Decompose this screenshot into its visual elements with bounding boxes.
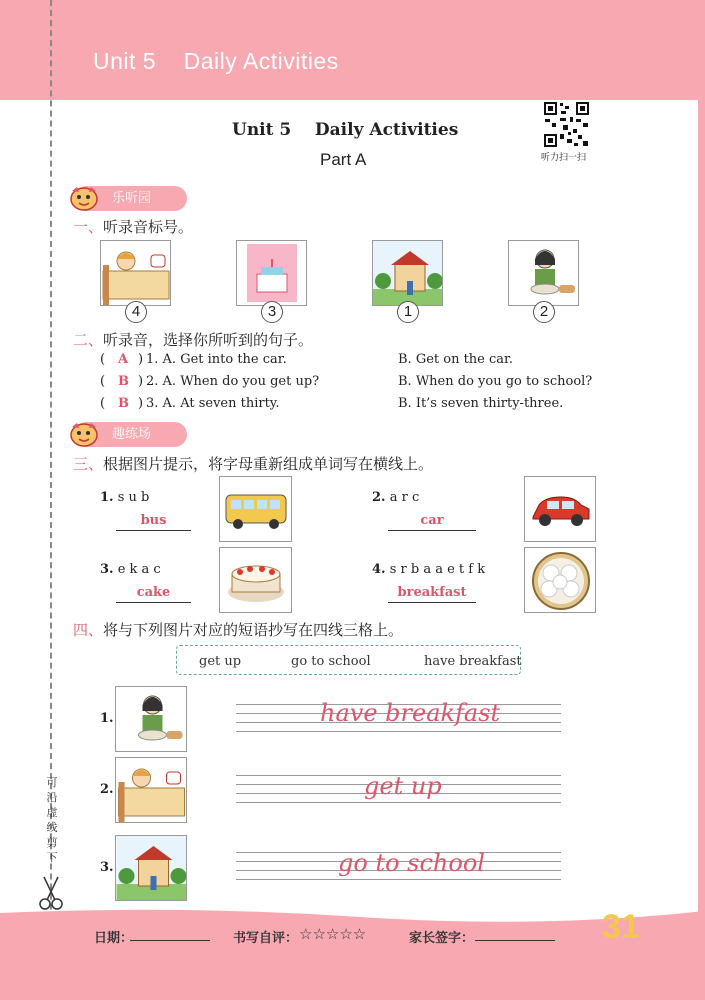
cake-icon <box>220 548 292 613</box>
qr-label: 听力扫一扫 <box>541 153 587 163</box>
choice-paren: ) <box>138 396 144 411</box>
copy-answer: go to school <box>338 849 485 877</box>
picture-2-answer: 3 <box>261 301 283 323</box>
phrase-option: go to school <box>291 654 371 669</box>
section-1-heading <box>73 216 193 237</box>
date-field[interactable] <box>130 926 210 941</box>
picture-steamed-buns <box>524 547 596 613</box>
picture-bus <box>219 476 292 542</box>
choice-paren: ) <box>138 352 144 367</box>
girl-having-breakfast-icon <box>116 687 187 752</box>
word-answer-blank[interactable]: bus <box>116 512 191 531</box>
choice-row: ( <box>100 396 106 411</box>
copy-answer: get up <box>364 772 442 800</box>
picture-car <box>524 476 596 542</box>
rating-stars[interactable]: ☆☆☆☆☆ <box>299 925 367 943</box>
boy-waking-up-in-bed-icon <box>116 758 187 823</box>
choice-answer: B <box>118 374 129 389</box>
section-3-number: 三、 <box>73 455 104 473</box>
birthday-cake-card-icon <box>237 241 307 306</box>
girl-having-breakfast-icon <box>509 241 579 306</box>
cartoon-mascot-icon <box>68 183 102 213</box>
copy-row-number: 1. <box>100 711 114 726</box>
qr-code-icon[interactable] <box>543 101 590 148</box>
boy-waking-up-in-bed-icon <box>101 241 171 306</box>
choice-option-a: 2. A. When do you get up? <box>146 374 320 389</box>
cartoon-mascot-icon <box>68 419 102 449</box>
section-1-instruction: 听录音标号。 <box>103 218 194 236</box>
section-2-heading <box>73 329 313 350</box>
word-item-2 <box>372 490 419 505</box>
page-number: 31 <box>602 908 640 946</box>
picture-3-answer: 1 <box>397 301 419 323</box>
picture-1-answer: 4 <box>125 301 147 323</box>
scrambled-letters: s r b a a e t f k <box>389 562 486 577</box>
footer-band <box>0 905 705 1000</box>
picture-boy-waking-up <box>115 757 187 823</box>
word-answer-blank[interactable]: cake <box>116 584 191 603</box>
picture-going-to-school <box>115 835 187 901</box>
word-answer-blank[interactable]: car <box>388 512 476 531</box>
steamed-buns-icon <box>525 548 596 613</box>
section-2-number: 二、 <box>73 331 104 349</box>
phrase-option: get up <box>199 654 242 669</box>
picture-having-breakfast <box>508 240 579 306</box>
picture-cake <box>219 547 292 613</box>
unit-title: Unit 5 Daily Activities <box>232 120 459 140</box>
choice-option-b: B. It’s seven thirty-three. <box>398 396 564 411</box>
section-3-instruction: 根据图片提示，将字母重新组成单词写在横线上。 <box>103 455 434 473</box>
word-item-number: 3. <box>100 562 114 577</box>
copy-answer: have breakfast <box>320 699 501 727</box>
word-item-number: 4. <box>372 562 386 577</box>
date-label: 日期： <box>94 931 134 946</box>
word-answer-blank[interactable]: breakfast <box>388 584 476 603</box>
parent-signature-field[interactable] <box>475 926 555 941</box>
parent-signature-label: 家长签字： <box>409 931 475 946</box>
section-4-instruction: 将与下列图片对应的短语抄写在四线三格上。 <box>103 621 404 639</box>
phrase-option: have breakfast <box>424 654 522 669</box>
bus-icon <box>220 477 292 542</box>
word-item-3 <box>100 562 161 577</box>
choice-option-b: B. When do you go to school? <box>398 374 593 389</box>
listen-banner-label: 乐听园 <box>112 191 152 206</box>
picture-boy-waking-up <box>100 240 171 306</box>
word-item-number: 1. <box>100 490 114 505</box>
car-icon <box>525 477 596 542</box>
scrambled-letters: s u b <box>117 490 150 505</box>
section-4-number: 四、 <box>73 621 104 639</box>
scrambled-letters: e k a c <box>117 562 161 577</box>
picture-going-to-school <box>372 240 443 306</box>
choice-option-a: 1. A. Get into the car. <box>146 352 287 367</box>
word-item-1 <box>100 490 149 505</box>
choice-answer: B <box>118 396 129 411</box>
choice-option-b: B. Get on the car. <box>398 352 513 367</box>
boy-walking-to-school-icon <box>373 241 443 306</box>
picture-having-breakfast <box>115 686 187 752</box>
section-2-instruction: 听录音，选择你所听到的句子。 <box>103 331 314 349</box>
choice-answer: A <box>118 352 129 367</box>
picture-birthday-card <box>236 240 307 306</box>
scrambled-letters: a r c <box>389 490 420 505</box>
section-4-heading <box>73 619 403 640</box>
self-eval-label: 书写自评： <box>233 931 299 946</box>
choice-row: ( <box>100 374 106 389</box>
practice-banner-label: 趣练场 <box>112 427 152 442</box>
word-item-number: 2. <box>372 490 386 505</box>
cut-instruction: 可沿虚线剪下 <box>46 776 58 864</box>
header-title: Unit 5 Daily Activities <box>93 48 339 74</box>
choice-paren: ) <box>138 374 144 389</box>
word-item-4 <box>372 562 485 577</box>
choice-row: ( <box>100 352 106 367</box>
right-edge-strip <box>698 0 705 1000</box>
section-1-number: 一、 <box>73 218 104 236</box>
part-title: Part A <box>320 150 367 169</box>
choice-option-a: 3. A. At seven thirty. <box>146 396 280 411</box>
boy-walking-to-school-icon <box>116 836 187 901</box>
picture-4-answer: 2 <box>533 301 555 323</box>
copy-row-number: 2. <box>100 782 114 797</box>
copy-row-number: 3. <box>100 860 114 875</box>
section-3-heading <box>73 453 433 474</box>
